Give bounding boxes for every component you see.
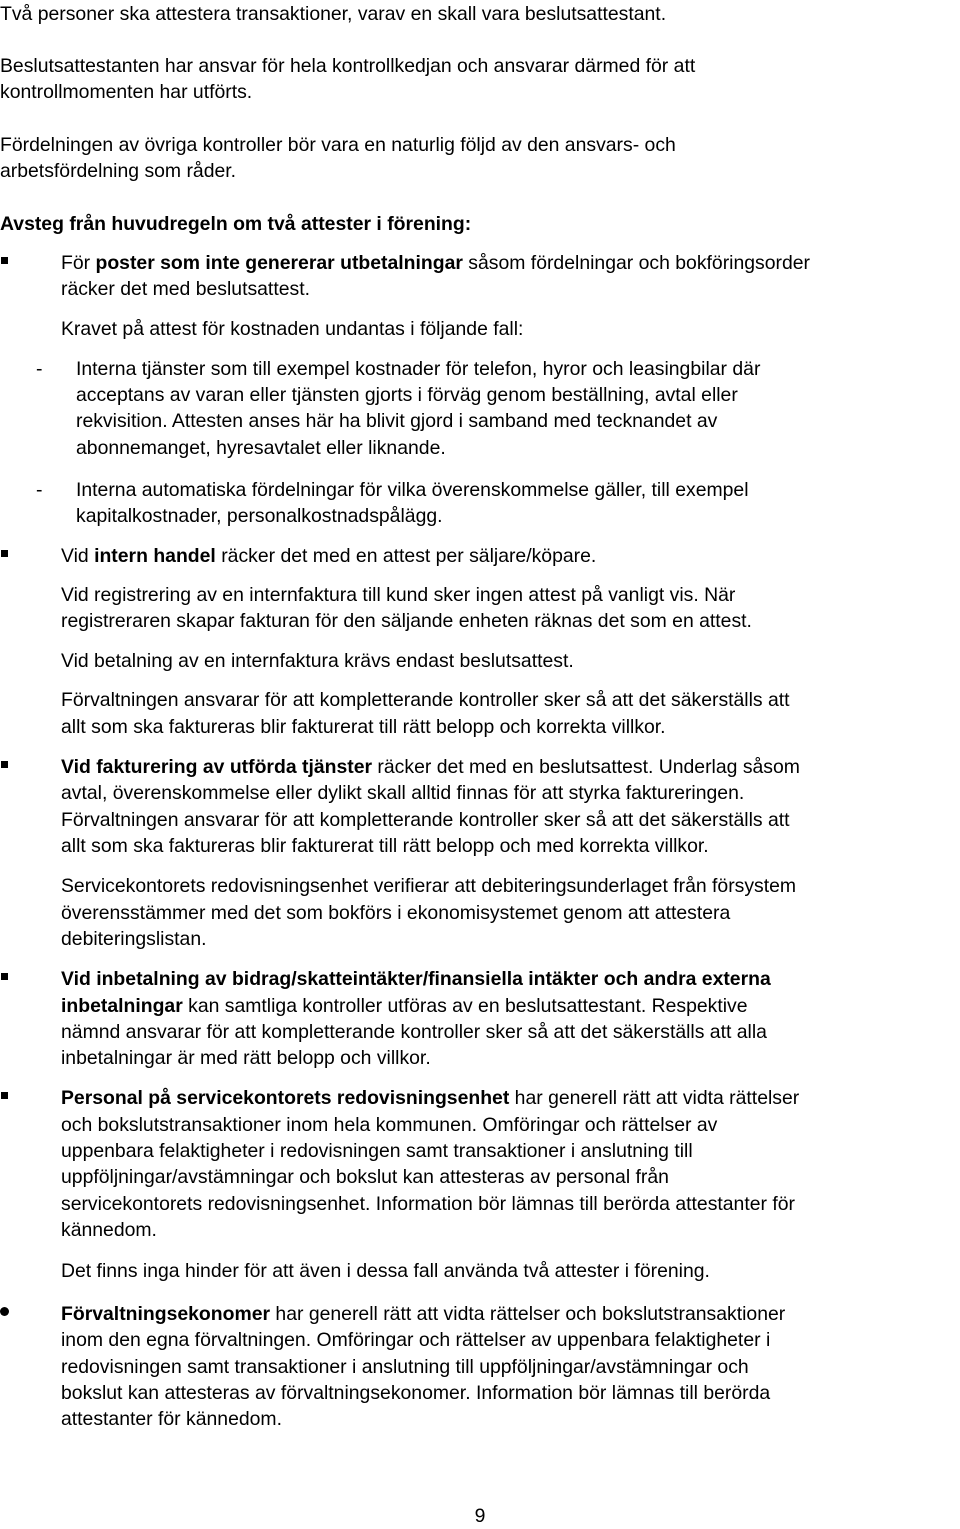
paragraph-line: arbetsfördelning som råder. [0,160,237,182]
bullet-line: inom den egna förvaltningen. Omföringar och rättelser av uppenbara felaktigheter i [61,1329,771,1351]
bold-text: Vid fakturering av utförda tjänster [61,756,373,778]
paragraph-line: kontrollmomenten har utförts. [0,81,253,103]
paragraph-line: överensstämmer med det som bokförs i ekonomisystemet genom att attestera [61,902,731,924]
bullet-line: avtal, överenskommelse eller dylikt skall alltid finnas för att styrka faktureringen. [61,782,745,804]
dash-marker: - [36,479,43,501]
paragraph-line: Fördelningen av övriga kontroller bör vara en naturlig följd av den ansvars- och [0,134,676,156]
dash-line: acceptans av varan eller tjänsten gjorts i förväg genom beställning, avtal eller [76,384,738,406]
bullet-line [61,543,596,569]
square-bullet-icon [1,761,8,768]
bullet-line: allt som ska faktureras blir fakturerat till rätt belopp och med korrekta villkor. [61,835,709,857]
paragraph-line: Förvaltningen ansvarar för att kompletterande kontroller sker så att det säkerställs att [61,689,790,711]
round-bullet-icon [0,1307,9,1316]
page-number: 9 [474,1505,486,1527]
paragraph-line: Två personer ska attestera transaktioner, varav en skall vara beslutsattestant. [0,3,667,25]
bullet-line: uppenbara felaktigheter i redovisningen samt transaktioner i anslutning till [61,1140,693,1162]
paragraph-line: Vid registrering av en internfaktura till kund sker ingen attest på vanligt vis. När [61,584,736,606]
text-span: Vid [61,545,95,567]
bullet-line: bokslut kan attesteras av förvaltningsekonomer. Information bör lämnas till berörda [61,1382,771,1404]
square-bullet-icon [1,973,8,980]
bullet-line [61,754,800,780]
bullet-line: redovisningen samt transaktioner i anslutning till uppföljningar/avstämningar och [61,1356,749,1378]
bullet-line: servicekontorets redovisningsenhet. Information bör lämnas till berörda attestanter för [61,1193,795,1215]
dash-marker: - [36,358,43,380]
bullet-line: inbetalningar är med rätt belopp och villkor. [61,1047,431,1069]
bullet-line [61,1085,799,1111]
bold-text: Förvaltningsekonomer [61,1303,271,1325]
bold-text: Personal på servicekontorets redovisningsenhet [61,1087,510,1109]
text-span: såsom fördelningar och bokföringsorder [462,252,810,274]
dash-line: Interna automatiska fördelningar för vilka överenskommelse gäller, till exempel [76,479,749,501]
paragraph-line: Beslutsattestanten har ansvar för hela kontrollkedjan och ansvarar därmed för att [0,55,696,77]
dash-line: rekvisition. Attesten anses här ha blivit gjord i samband med tecknandet av [76,410,718,432]
paragraph-line: Det finns inga hinder för att även i dessa fall använda två attester i förening. [61,1260,710,1282]
text-span: kan samtliga kontroller utföras av en beslutsattestant. Respektive [182,995,748,1017]
text-span: har generell rätt att vidta rättelser [509,1087,800,1109]
text-span: räcker det med en attest per säljare/köpare. [215,545,597,567]
square-bullet-icon [1,257,8,264]
dash-line: abonnemanget, hyresavtalet eller liknande. [76,437,446,459]
text-span: har generell rätt att vidta rättelser och bokslutstransaktioner [270,1303,786,1325]
section-heading: Avsteg från huvudregeln om två attester i förening: [0,213,472,235]
text-span: För [61,252,96,274]
bullet-line: räcker det med beslutsattest. [61,278,310,300]
bullet-line [61,1301,785,1327]
square-bullet-icon [1,550,8,557]
bullet-line: attestanter för kännedom. [61,1408,282,1430]
bullet-line: uppföljningar/avstämningar och bokslut kan attesteras av personal från [61,1166,669,1188]
paragraph-line: debiteringslistan. [61,928,207,950]
bullet-line: Förvaltningen ansvarar för att kompletterande kontroller sker så att det säkerställs att [61,809,790,831]
bullet-line: nämnd ansvarar för att kompletterande kontroller sker så att det säkerställs att alla [61,1021,767,1043]
bullet-line [61,250,810,276]
bullet-line [61,993,748,1019]
dash-line: Interna tjänster som till exempel kostnader för telefon, hyror och leasingbilar där [76,358,761,380]
bullet-line: kännedom. [61,1219,157,1241]
text-span: räcker det med en beslutsattest. Underlag såsom [372,756,800,778]
bold-text: intern handel [94,545,216,567]
paragraph-line: Vid betalning av en internfaktura krävs endast beslutsattest. [61,650,574,672]
paragraph-line: Servicekontorets redovisningsenhet verifierar att debiteringsunderlaget från försystem [61,875,797,897]
bold-text: poster som inte genererar utbetalningar [95,252,463,274]
paragraph-line: registreraren skapar fakturan för den säljande enheten räknas det som en attest. [61,610,752,632]
square-bullet-icon [1,1092,8,1099]
dash-line: kapitalkostnader, personalkostnadspålägg. [76,505,443,527]
bullet-line: Vid inbetalning av bidrag/skatteintäkter/finansiella intäkter och andra externa [61,968,771,990]
bullet-line: och bokslutstransaktioner inom hela kommunen. Omföringar och rättelser av [61,1114,718,1136]
paragraph-line: Kravet på attest för kostnaden undantas i följande fall: [61,318,524,340]
paragraph-line: allt som ska faktureras blir fakturerat till rätt belopp och korrekta villkor. [61,716,666,738]
bold-text: inbetalningar [61,995,183,1017]
